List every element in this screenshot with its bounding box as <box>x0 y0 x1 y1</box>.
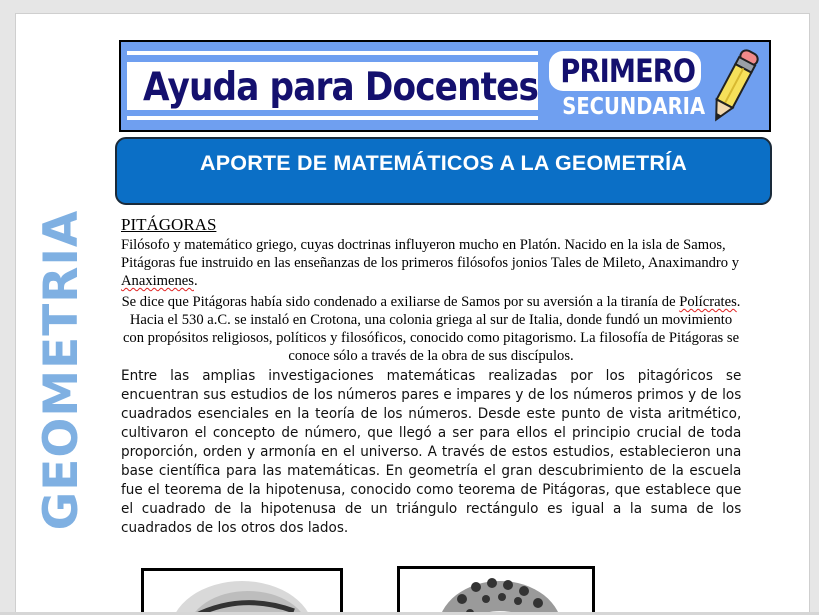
paragraph-2-end: . Hacia el 530 a.C. se instaló en Crotona, una colonia griega al sur de Italia, donde fundó un movimiento con propósitos religiosos, políticos y filosóficos, conocido como pitagorismo. La filosofía de Pitágoras se conoce sólo a través de la obra de sus discípulos. <box>122 294 741 364</box>
paragraph-1 <box>121 236 741 290</box>
side-label-text: GEOMETRIA <box>34 209 89 531</box>
portrait-image-2 <box>397 566 595 614</box>
banner-stripes <box>127 49 538 123</box>
level-label: SECUNDARIA <box>562 94 706 120</box>
side-label <box>34 209 89 531</box>
grade-badge <box>549 51 701 91</box>
paragraph-2 <box>119 293 743 365</box>
brand-title: Ayuda para Docentes <box>143 65 539 110</box>
spellcheck-flagged-word[interactable]: Polícrates <box>679 294 737 310</box>
bust-curly-hair-icon <box>400 569 592 614</box>
paragraph-1-end: . <box>193 273 198 289</box>
spellcheck-flagged-word[interactable]: Anaximenes <box>121 273 194 289</box>
header-banner <box>119 40 771 132</box>
paragraph-2-text: Se dice que Pitágoras había sido condenado a exiliarse de Samos por su aversión a la tiranía de <box>121 294 680 310</box>
bust-head-icon <box>144 571 340 614</box>
document-page <box>15 13 810 614</box>
paragraph-3: Entre las amplias investigaciones matemáticas realizadas por los pitagóricos se encuentran sus estudios de los números pares e impares y de los números primos y de los cuadrados esenciales en la teoría de los números. Desde este punto de vista aritmético, cultivaron el concepto de número, que llegó a ser para ellos el principio crucial de toda proporción, orden y armonía en el universo. A través de estos estudios, establecieron una base científica para las matemáticas. En geometría el gran descubrimiento de la escuela fue el teorema de la hipotenusa, conocido como teorema de Pitágoras, que establece que el cuadrado de la hipotenusa de un triángulo rectángulo es igual a la suma de los cuadrados de los otros dos lados. <box>121 367 742 536</box>
title-bar <box>115 137 772 205</box>
page-title: APORTE DE MATEMÁTICOS A LA GEOMETRÍA <box>200 151 687 175</box>
section-heading: PITÁGORAS <box>121 215 217 234</box>
pencil-icon <box>704 44 764 128</box>
paragraph-1-text: Filósofo y matemático griego, cuyas doctrinas influyeron mucho en Platón. Nacido en la isla de Samos, Pitágoras fue instruido en las enseñanzas de los primeros filósofos jonios Tales de Mileto, Anaximandro y <box>121 237 740 271</box>
grade-label: PRIMERO <box>560 52 696 90</box>
portrait-image-1 <box>141 568 343 614</box>
